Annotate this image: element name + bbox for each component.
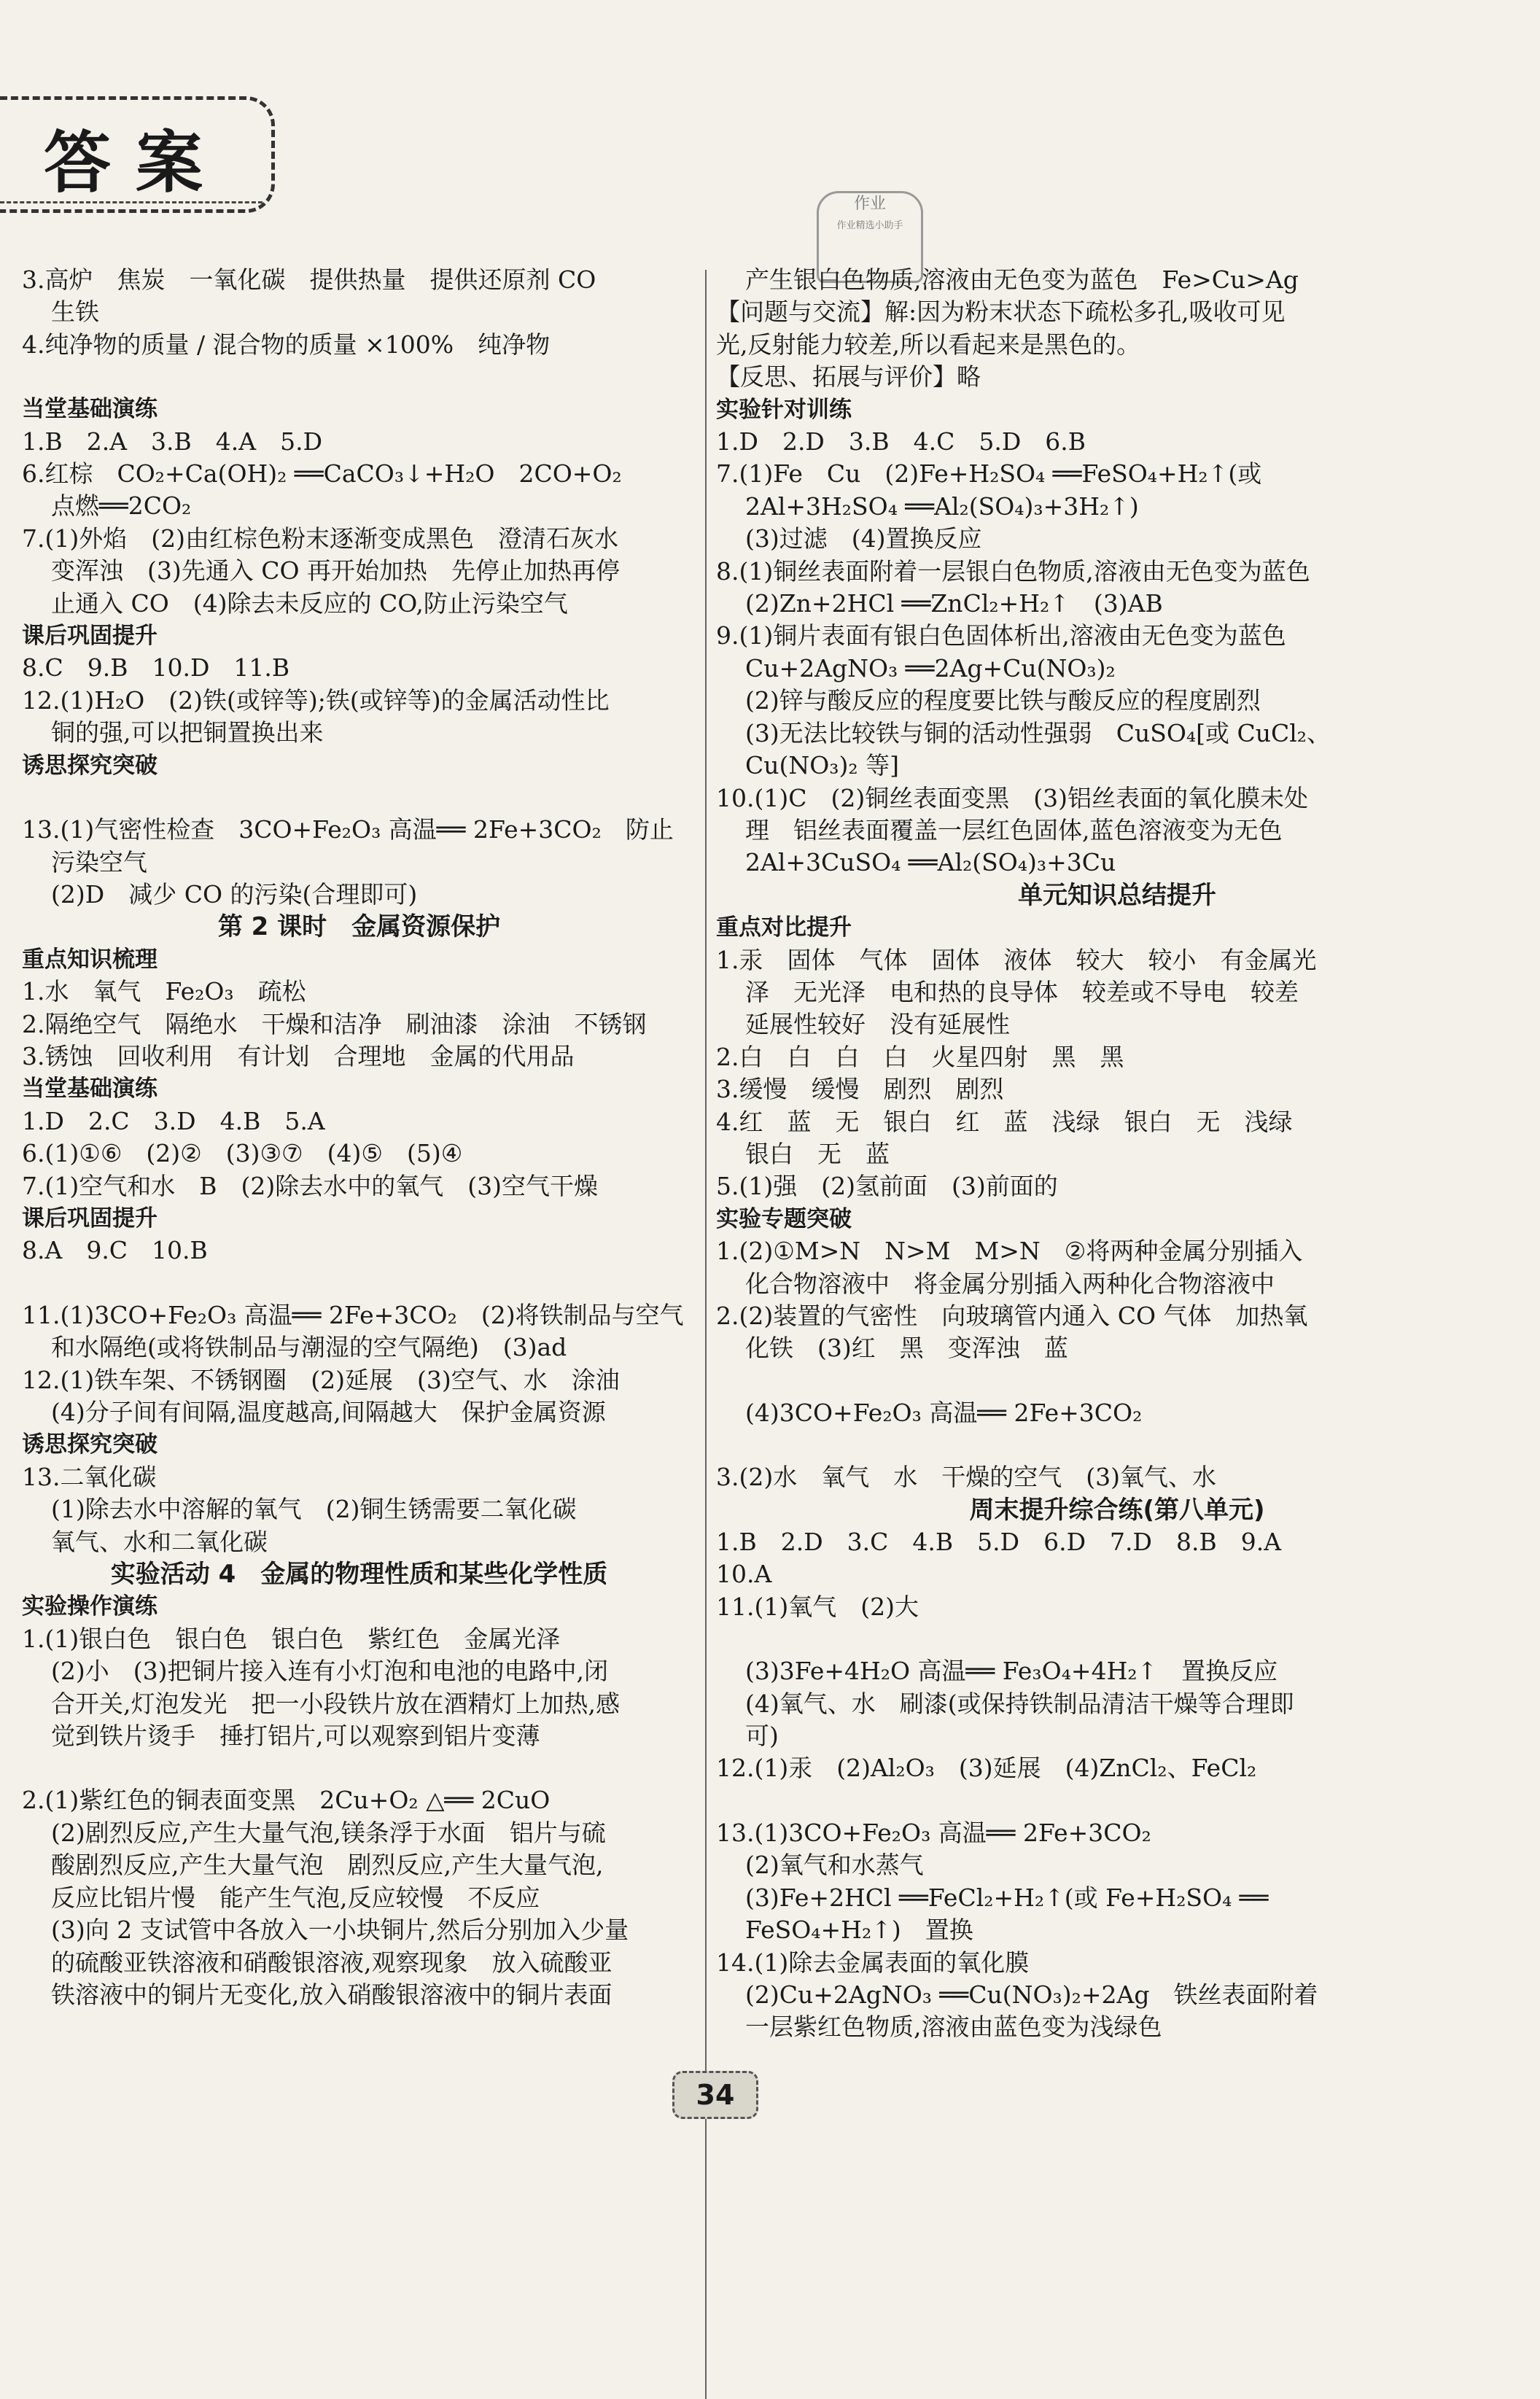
answer-line: 9.(1)铜片表面有银白色固体析出,溶液由无色变为蓝色 <box>716 621 1286 650</box>
answer-line <box>716 1365 1518 1397</box>
answer-line: 铁溶液中的铜片无变化,放入硝酸银溶液中的铜片表面 <box>51 1980 612 2009</box>
answer-line: 合开关,灯泡发光 把一小段铁片放在酒精灯上加热,感 <box>51 1689 620 1718</box>
answer-line: 2Al+3CuSO₄ ══Al₂(SO₄)₃+3Cu <box>745 848 1116 877</box>
answer-line: 8.C 9.B 10.D 11.B <box>22 653 290 683</box>
answer-line: (2)剧烈反应,产生大量气泡,镁条浮于水面 铝片与硫 <box>51 1818 606 1847</box>
answer-line <box>22 1752 696 1784</box>
answer-line: 3.(2)水 氧气 水 干燥的空气 (3)氧气、水 <box>716 1463 1216 1492</box>
left-column <box>22 264 696 2011</box>
answer-line: 7.(1)Fe Cu (2)Fe+H₂SO₄ ══FeSO₄+H₂↑(或 <box>716 459 1262 489</box>
answer-line: 2.(2)装置的气密性 向玻璃管内通入 CO 气体 加热氧 <box>716 1302 1308 1330</box>
answer-line: 1.B 2.D 3.C 4.B 5.D 6.D 7.D 8.B 9.A <box>716 1528 1282 1557</box>
answer-line <box>716 1429 1518 1461</box>
answer-line: (4)氧气、水 刷漆(或保持铁制品清洁干燥等合理即 <box>745 1689 1294 1718</box>
answer-line: 氧气、水和二氧化碳 <box>51 1527 268 1556</box>
answer-line: 课后巩固提升 <box>22 623 158 650</box>
answer-line: 7.(1)空气和水 B (2)除去水中的氧气 (3)空气干燥 <box>22 1171 598 1200</box>
answer-line: (4)分子间有间隔,温度越高,间隔越大 保护金属资源 <box>51 1398 606 1426</box>
answer-line: 7.(1)外焰 (2)由红棕色粉末逐渐变成黑色 澄清石灰水 <box>22 524 618 553</box>
answer-line: 实验针对训练 <box>716 396 852 423</box>
answer-line: 酸剧烈反应,产生大量气泡 剧烈反应,产生大量气泡, <box>51 1851 604 1880</box>
answer-line: 4.红 蓝 无 银白 红 蓝 浅绿 银白 无 浅绿 <box>716 1107 1293 1136</box>
answer-line: 2Al+3H₂SO₄ ══Al₂(SO₄)₃+3H₂↑) <box>745 491 1139 521</box>
answer-line: 13.(1)3CO+Fe₂O₃ 高温══ 2Fe+3CO₂ <box>716 1818 1151 1847</box>
answer-line: 1.B 2.A 3.B 4.A 5.D <box>22 427 323 456</box>
answer-line: 10.(1)C (2)铜丝表面变黑 (3)铝丝表面的氧化膜未处 <box>716 783 1308 812</box>
answer-line: 化合物溶液中 将金属分别插入两种化合物溶液中 <box>745 1269 1275 1298</box>
answer-line: (3)3Fe+4H₂O 高温══ Fe₃O₄+4H₂↑ 置换反应 <box>745 1657 1278 1686</box>
answer-line: 铜的强,可以把铜置换出来 <box>51 718 324 747</box>
answer-line <box>716 1623 1518 1655</box>
answer-line: (3)无法比较铁与铜的活动性强弱 CuSO₄[或 CuCl₂、 <box>745 718 1331 747</box>
answer-line: 11.(1)3CO+Fe₂O₃ 高温══ 2Fe+3CO₂ (2)将铁制品与空气 <box>22 1300 684 1329</box>
answer-line: 11.(1)氧气 (2)大 <box>716 1592 919 1621</box>
answer-line: 8.A 9.C 10.B <box>22 1236 208 1265</box>
answer-line: 生铁 <box>51 298 99 327</box>
answer-line: 重点对比提升 <box>716 914 852 941</box>
answer-line: 1.(1)银白色 银白色 银白色 紫红色 金属光泽 <box>22 1624 561 1653</box>
answer-line: 14.(1)除去金属表面的氧化膜 <box>716 1948 1030 1977</box>
answer-line: 实验操作演练 <box>22 1593 158 1620</box>
answer-line: (3)向 2 支试管中各放入一小块铜片,然后分别加入少量 <box>51 1916 629 1945</box>
answer-line: (1)除去水中溶解的氧气 (2)铜生锈需要二氧化碳 <box>51 1495 577 1524</box>
answer-line: 6.(1)①⑥ (2)② (3)③⑦ (4)⑤ (5)④ <box>22 1139 463 1168</box>
answer-line: 13.(1)气密性检查 3CO+Fe₂O₃ 高温══ 2Fe+3CO₂ 防止 <box>22 815 674 844</box>
answer-line: 反应比铝片慢 能产生气泡,反应较慢 不反应 <box>51 1883 540 1912</box>
right-column <box>716 264 1518 2044</box>
answer-line: 13.二氧化碳 <box>22 1462 157 1491</box>
answer-line: 【反思、拓展与评价】略 <box>716 362 981 392</box>
answer-line: 2.(1)紫红色的铜表面变黑 2Cu+O₂ △══ 2CuO <box>22 1786 551 1815</box>
answer-line: (2)小 (3)把铜片接入连有小灯泡和电池的电路中,闭 <box>51 1657 608 1686</box>
answer-line: (2)D 减少 CO 的污染(合理即可) <box>51 879 418 909</box>
answer-line: 周末提升综合练(第八单元) <box>969 1495 1265 1525</box>
answer-line: 实验专题突破 <box>716 1205 852 1232</box>
answer-line: 化铁 (3)红 黑 变浑浊 蓝 <box>745 1334 1068 1363</box>
answer-line: 觉到铁片烫手 捶打铝片,可以观察到铝片变薄 <box>51 1722 540 1751</box>
answer-line: 和水隔绝(或将铁制品与潮湿的空气隔绝) (3)ad <box>51 1333 567 1362</box>
answer-line: 止通入 CO (4)除去未反应的 CO,防止污染空气 <box>51 588 568 618</box>
answer-line: 3.锈蚀 回收利用 有计划 合理地 金属的代用品 <box>22 1041 575 1070</box>
answer-line: 实验活动 4 金属的物理性质和某些化学性质 <box>110 1560 608 1590</box>
answer-line: 1.(2)①M>N N>M M>N ②将两种金属分别插入 <box>716 1237 1303 1266</box>
answer-line: 可) <box>745 1722 779 1751</box>
answer-line: 12.(1)铁车架、不锈钢圈 (2)延展 (3)空气、水 涂油 <box>22 1365 620 1394</box>
page-title: 答案 <box>44 124 228 202</box>
answer-line: 延展性较好 没有延展性 <box>745 1010 1010 1039</box>
answer-line: 诱思探究突破 <box>22 752 158 779</box>
answer-line: FeSO₄+H₂↑) 置换 <box>745 1916 973 1945</box>
answer-line: 第 2 课时 金属资源保护 <box>217 912 501 942</box>
answer-line: 1.D 2.C 3.D 4.B 5.A <box>22 1106 325 1135</box>
answer-line: (2)氧气和水蒸气 <box>745 1851 924 1880</box>
answer-line: 课后巩固提升 <box>22 1205 158 1232</box>
answer-line: 诱思探究突破 <box>22 1431 158 1458</box>
answer-line: 10.A <box>716 1560 772 1589</box>
answer-line: 泽 无光泽 电和热的良导体 较差或不导电 较差 <box>745 977 1299 1006</box>
stamp-line-2: 作业精选小助手 <box>836 220 903 231</box>
answer-line <box>22 1267 696 1299</box>
answer-line <box>22 361 696 393</box>
answer-line: 1.D 2.D 3.B 4.C 5.D 6.B <box>716 427 1086 456</box>
answer-line: 12.(1)H₂O (2)铁(或锌等);铁(或锌等)的金属活动性比 <box>22 685 610 715</box>
answer-line: 污染空气 <box>51 847 147 876</box>
answer-line: (2)Zn+2HCl ══ZnCl₂+H₂↑ (3)AB <box>745 589 1163 618</box>
answer-line: 2.隔绝空气 隔绝水 干燥和洁净 刷油漆 涂油 不锈钢 <box>22 1009 647 1038</box>
answer-line: (3)Fe+2HCl ══FeCl₂+H₂↑(或 Fe+H₂SO₄ ══ <box>745 1883 1269 1912</box>
answer-line: 5.(1)强 (2)氢前面 (3)前面的 <box>716 1172 1058 1201</box>
answer-line: 1.汞 固体 气体 固体 液体 较大 较小 有金属光 <box>716 945 1317 974</box>
answer-line: Cu(NO₃)₂ 等] <box>745 751 900 780</box>
answer-line: 当堂基础演练 <box>22 396 158 423</box>
answer-line: 点燃══2CO₂ <box>51 491 192 521</box>
stamp-line-1: 作业 <box>853 195 886 213</box>
answer-line: 光,反射能力较差,所以看起来是黑色的。 <box>716 330 1140 359</box>
answer-line: 3.高炉 焦炭 一氧化碳 提供热量 提供还原剂 CO <box>22 265 596 294</box>
answer-line: 银白 无 蓝 <box>745 1139 890 1168</box>
answer-line: 12.(1)汞 (2)Al₂O₃ (3)延展 (4)ZnCl₂、FeCl₂ <box>716 1754 1257 1783</box>
answer-line: (2)Cu+2AgNO₃ ══Cu(NO₃)₂+2Ag 铁丝表面附着 <box>745 1980 1318 2009</box>
answer-line: (3)过滤 (4)置换反应 <box>745 524 982 553</box>
answer-line: 变浑浊 (3)先通入 CO 再开始加热 先停止加热再停 <box>51 556 621 586</box>
answer-line <box>716 1785 1518 1817</box>
answer-line: 理 铝丝表面覆盖一层红色固体,蓝色溶液变为无色 <box>745 815 1283 844</box>
answer-line: 【问题与交流】解:因为粉末状态下疏松多孔,吸收可见 <box>716 298 1286 327</box>
answer-line: 4.纯净物的质量 / 混合物的质量 ×100% 纯净物 <box>22 330 551 359</box>
answer-line: 的硫酸亚铁溶液和硝酸银溶液,观察现象 放入硫酸亚 <box>51 1948 612 1977</box>
answer-line: 产生银白色物质,溶液由无色变为蓝色 Fe>Cu>Ag <box>745 265 1299 294</box>
page-number: 34 <box>672 2071 758 2119</box>
answer-line: 1.水 氧气 Fe₂O₃ 疏松 <box>22 977 306 1006</box>
answer-line: 8.(1)铜丝表面附着一层银白色物质,溶液由无色变为蓝色 <box>716 556 1310 586</box>
answer-line: 当堂基础演练 <box>22 1076 158 1103</box>
answer-line: Cu+2AgNO₃ ══2Ag+Cu(NO₃)₂ <box>745 653 1116 683</box>
answer-line: 一层紫红色物质,溶液由蓝色变为浅绿色 <box>745 2013 1162 2042</box>
answer-line: 2.白 白 白 白 火星四射 黑 黑 <box>716 1042 1124 1071</box>
answer-line <box>22 782 696 814</box>
header-rule <box>0 201 262 203</box>
answer-line: (4)3CO+Fe₂O₃ 高温══ 2Fe+3CO₂ <box>745 1398 1143 1427</box>
answer-line: (2)锌与酸反应的程度要比铁与酸反应的程度剧烈 <box>745 686 1261 715</box>
answer-line: 3.缓慢 缓慢 剧烈 剧烈 <box>716 1075 1004 1104</box>
answer-line: 重点知识梳理 <box>22 946 158 973</box>
answer-line: 6.红棕 CO₂+Ca(OH)₂ ══CaCO₃↓+H₂O 2CO+O₂ <box>22 459 622 489</box>
answer-line: 单元知识总结提升 <box>1018 880 1216 910</box>
